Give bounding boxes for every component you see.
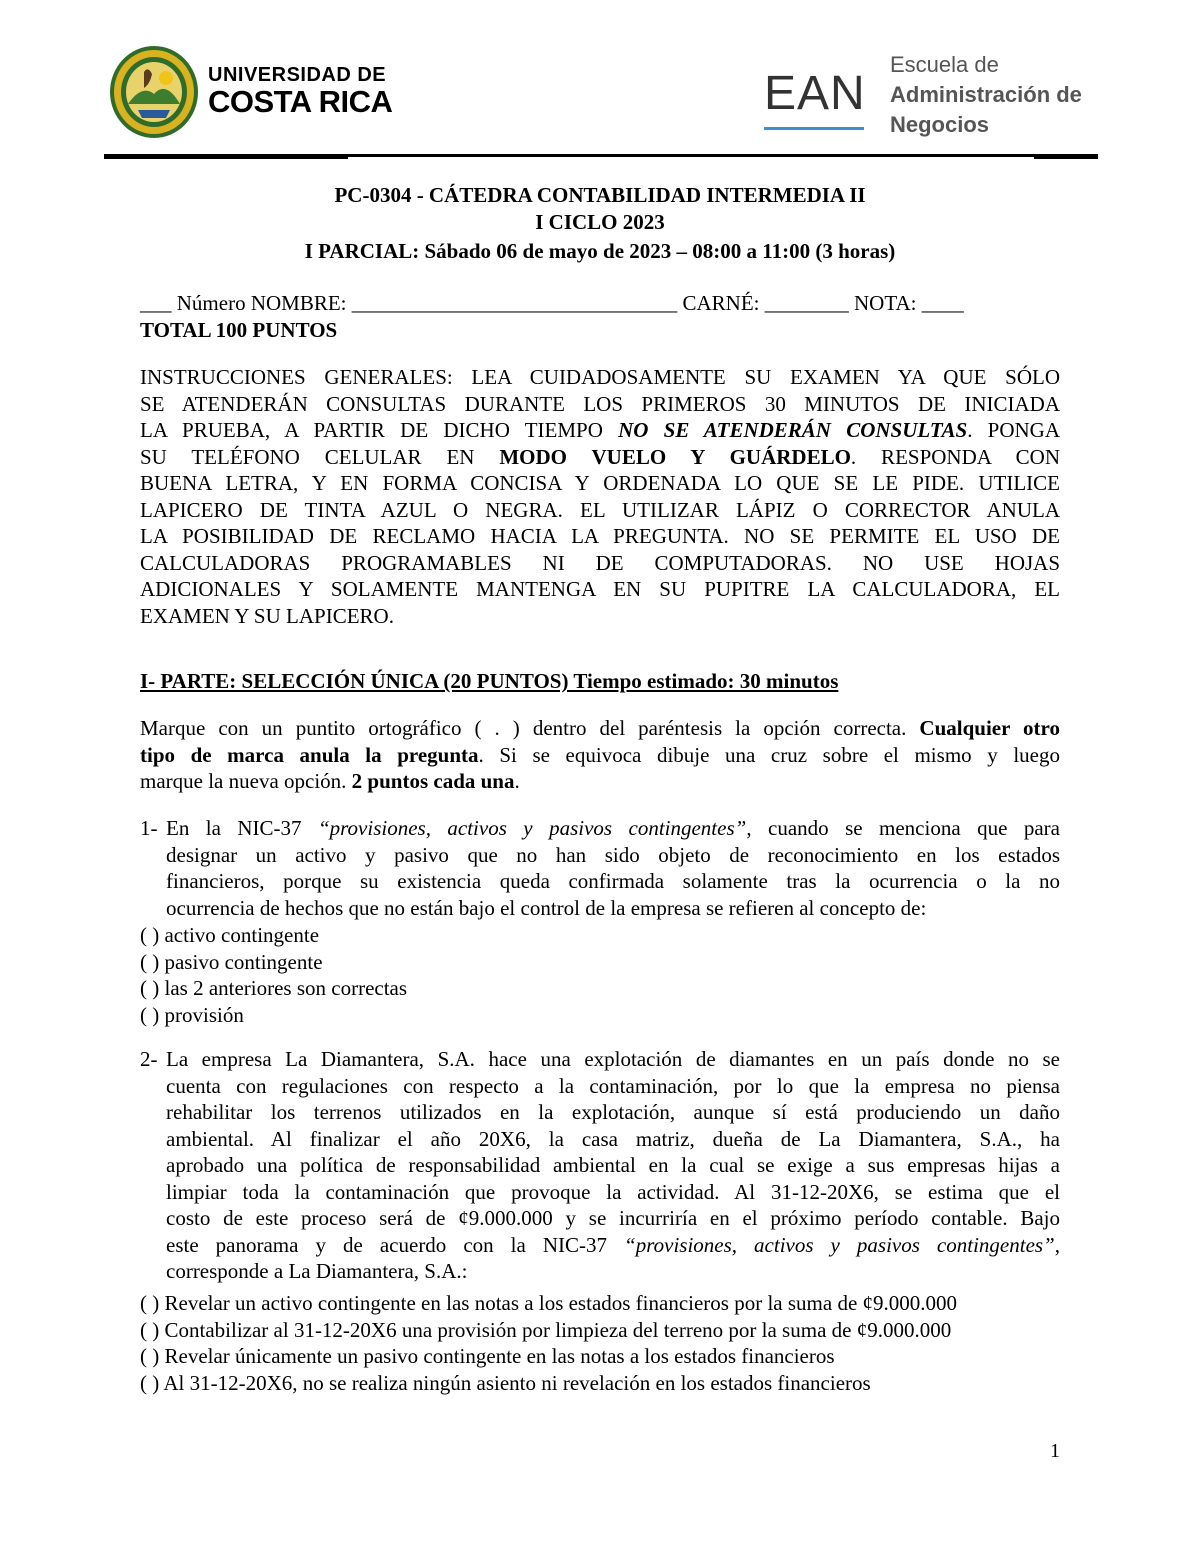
instructions-line: CALCULADORAS PROGRAMABLES NI DE COMPUTADORAS. NO USE HOJAS: [140, 550, 1060, 575]
modo-vuelo-emphasis: MODO VUELO Y GUÁRDELO: [499, 444, 851, 469]
course-title: PC-0304 - CÁTEDRA CONTABILIDAD INTERMEDIA II: [334, 183, 866, 207]
header-rule-accent-left: [104, 156, 348, 159]
ean-underline: [764, 127, 864, 130]
question-number: 2-: [140, 1047, 158, 1071]
instructions-line: ADICIONALES Y SOLAMENTE MANTENGA EN SU PUPITRE LA CALCULADORA, EL: [140, 577, 1060, 601]
ean-school-line3: Negocios: [890, 112, 990, 137]
instructions-block: [140, 364, 1060, 629]
answer-option[interactable]: ( ) provisión: [140, 1003, 244, 1027]
section-title: I- PARTE: SELECCIÓN ÚNICA (20 PUNTOS) Tiempo estimado: 30 minutos: [140, 669, 839, 693]
page-number: 1: [1050, 1440, 1060, 1462]
instructions-line: SU TELÉFONO CELULAR EN MODO VUELO Y GUÁRDELO. RESPONDA CON: [140, 444, 1060, 469]
question-2: 2- La empresa La Diamantera, S.A. hace una explotación de diamantes en un país donde no se cuenta con regulaciones con respecto a la contaminación, por lo que la empresa no piensa rehabilitar los terrenos utilizados en la explotación, aunque sí está produciendo un daño ambiental. Al finalizar el año 20X6, la casa matriz, dueña de La Diamantera, S.A., ha aprobado una política de responsabilidad ambiental en la cual se exige a sus empresas hijas a limpiar toda la contaminación que provoque la actividad. Al 31-12-20X6, se estima que el costo de este proceso será de ¢9.000.000 y se incurriría en el próximo período contable. Bajo este panorama y de acuerdo con la NIC-37 “provisiones, activos y pasivos contingentes”, corresponde a La Diamantera, S.A.:: [140, 1047, 1060, 1283]
cycle-title: I CICLO 2023: [535, 210, 665, 234]
answer-option[interactable]: ( ) Revelar únicamente un pasivo contingente en las notas a los estados financieros: [140, 1344, 835, 1368]
ean-logo: EAN: [764, 67, 866, 120]
student-fields-line: ___ Número NOMBRE: _______________________________ CARNÉ: ________ NOTA: ____: [140, 291, 964, 315]
exam-title: I PARCIAL: Sábado 06 de mayo de 2023 – 08:00 a 11:00 (3 horas): [304, 239, 896, 263]
answer-option[interactable]: ( ) Contabilizar al 31-12-20X6 una provisión por limpieza del terreno por la suma de ¢9.000.000: [140, 1318, 952, 1342]
ean-school-name: [890, 50, 1082, 140]
ucr-name-line1: UNIVERSIDAD DE: [208, 64, 387, 86]
instructions-line: LA POSIBILIDAD DE RECLAMO HACIA LA PREGUNTA. NO SE PERMITE EL USO DE: [140, 524, 1060, 548]
instructions-line: EXAMEN Y SU LAPICERO.: [140, 603, 394, 628]
instructions-line: BUENA LETRA, Y EN FORMA CONCISA Y ORDENADA LO QUE SE LE PIDE. UTILICE: [140, 471, 1060, 495]
instructions-line: INSTRUCCIONES GENERALES: LEA CUIDADOSAMENTE SU EXAMEN YA QUE SÓLO: [140, 365, 1060, 389]
answer-option[interactable]: ( ) Revelar un activo contingente en las notas a los estados financieros por la suma de ¢9.000.000: [140, 1291, 958, 1315]
instructions-line: LAPICERO DE TINTA AZUL O NEGRA. EL UTILIZAR LÁPIZ O CORRECTOR ANULA: [140, 497, 1060, 522]
answer-option[interactable]: ( ) pasivo contingente: [140, 950, 323, 974]
question-1: 1- En la NIC-37 “provisiones, activos y pasivos contingentes”, cuando se menciona que para designar un activo y pasivo que no han sido objeto de reconocimiento en los estados financieros, porque su existencia queda confirmada solamente tras la ocurrencia o la no ocurrencia de hechos que no están bajo el control de la empresa se refieren al concepto de:: [140, 816, 1060, 920]
instructions-line: SE ATENDERÁN CONSULTAS DURANTE LOS PRIMEROS 30 MINUTOS DE INICIADA: [140, 391, 1060, 416]
answer-option[interactable]: ( ) activo contingente: [140, 923, 320, 947]
question-number: 1-: [140, 816, 158, 840]
total-points: TOTAL 100 PUNTOS: [140, 318, 338, 342]
answer-option[interactable]: ( ) las 2 anteriores son correctas: [140, 976, 408, 1000]
no-consultas-emphasis: NO SE ATENDERÁN CONSULTAS: [618, 418, 968, 442]
ucr-name-line2: COSTA RICA: [208, 84, 393, 119]
answer-option[interactable]: ( ) Al 31-12-20X6, no se realiza ningún asiento ni revelación en los estados financieros: [140, 1371, 871, 1395]
ean-school-line1: Escuela de: [890, 52, 999, 77]
instructions-line: LA PRUEBA, A PARTIR DE DICHO TIEMPO NO SE ATENDERÁN CONSULTAS. PONGA: [140, 418, 1060, 442]
ean-school-line2: Administración de: [890, 82, 1082, 107]
header-rule-accent-right: [1034, 156, 1098, 159]
ucr-wordmark: [208, 64, 392, 118]
section-intro: Marque con un puntito ortográfico ( . ) dentro del paréntesis la opción correcta. Cualquier otro tipo de marca anula la pregunta. Si se equivoca dibuje una cruz sobre el mismo y luego marque la nueva opción. 2 puntos cada una.: [140, 716, 1060, 793]
ucr-seal-logo: [108, 44, 200, 140]
